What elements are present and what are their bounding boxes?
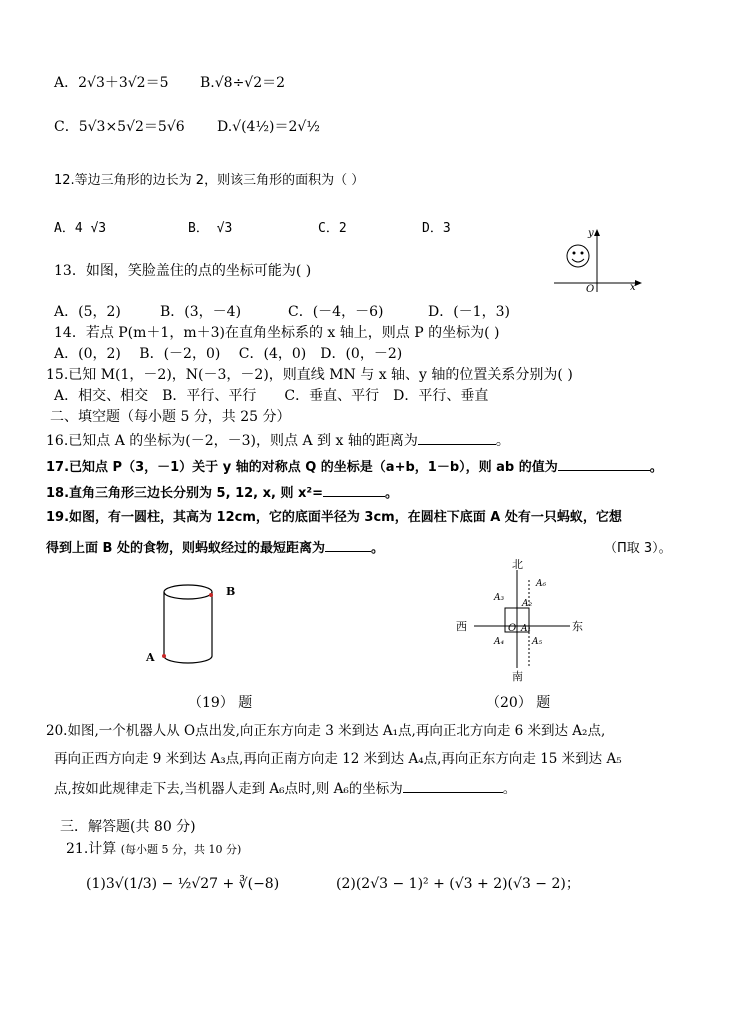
cylinder-figure — [140, 578, 260, 678]
q20-line3 — [54, 778, 516, 798]
label-b: B — [226, 585, 236, 598]
label-a: A — [146, 651, 155, 664]
q13-option-b: B．(3，－4) — [160, 304, 242, 320]
east-label: 东 — [572, 620, 583, 633]
q21-part2: (2)(2√3 − 1)² + (√3 + 2)(√3 − 2)； — [336, 876, 580, 892]
cylinder-bottom — [164, 656, 212, 663]
section-3-heading: 三．解答题(共 80 分) — [60, 819, 196, 835]
q15-options: A．相交、相交 B．平行、平行 C．垂直、平行 D．平行、垂直 — [54, 388, 489, 404]
smiley-face-icon — [567, 245, 589, 267]
caption-19: （19） 题 — [188, 695, 253, 711]
q20-line3-end: 。 — [502, 781, 517, 797]
q12-option-d: D．3 — [422, 221, 451, 236]
a5-label: A₅ — [532, 637, 543, 647]
q20-line3-text: 点,按如此规律走下去,当机器人走到 A₆点时,则 A₆的坐标为 — [54, 781, 403, 797]
q11-option-b: B.√8÷√2＝2 — [200, 75, 286, 91]
cylinder-top — [164, 585, 212, 599]
q11-option-d: D.√(4½)＝2√½ — [217, 119, 320, 135]
q21-part1: (1)3√(1/3) − ½√27 + ∛(−8) — [86, 876, 280, 892]
q13-coordinate-figure — [550, 226, 650, 296]
q20-line1: 20.如图,一个机器人从 O点出发,向正东方向走 3 米到达 A₁点,再向正北方向走 6 米到达 A₂点, — [46, 723, 606, 739]
q21-stem: 21.计算 — [66, 841, 117, 857]
q11-option-a: A．2√3＋3√2＝5 — [54, 75, 169, 91]
q13-stem: 13．如图，笑脸盖住的点的坐标可能为( ) — [54, 263, 312, 279]
a1-label: A₁ — [521, 624, 532, 634]
q13-option-d: D．(－1，3) — [428, 304, 510, 320]
q17-answer-blank[interactable] — [558, 456, 650, 471]
q18 — [46, 482, 398, 503]
q12-stem: 12.等边三角形的边长为 2，则该三角形的面积为（ ） — [54, 173, 365, 188]
q16-answer-blank[interactable] — [418, 430, 496, 445]
q17-end: 。 — [649, 460, 663, 475]
x-axis-label: x — [630, 282, 636, 293]
q14-options: A．(0，2) B．(－2，0) C．(4，0) D．(0，－2) — [54, 346, 403, 362]
q18-text: 18.直角三角形三边长分别为 5, 12, x, 则 x²= — [46, 486, 323, 501]
q21-heading — [66, 840, 241, 859]
q12-option-b: B． √3 — [188, 221, 233, 236]
q11-option-c: C．5√3×5√2＝5√6 — [54, 119, 185, 135]
q19-line1: 19.如图，有一圆柱，其高为 12cm，它的底面半径为 3cm，在圆柱下底面 A 处有一只蚂蚁，它想 — [46, 510, 622, 525]
y-axis-label: y — [588, 228, 594, 239]
q19-line2-text: 得到上面 B 处的食物，则蚂蚁经过的最短距离为 — [46, 541, 325, 556]
q19-pi-note: （Π取 3）。 — [604, 541, 672, 556]
a2-label: A₂ — [522, 599, 533, 609]
origin-label: O — [586, 284, 595, 295]
a6-label: A₆ — [536, 579, 547, 589]
q16-text: 16.已知点 A 的坐标为(－2，－3)，则点 A 到 x 轴的距离为 — [46, 433, 418, 449]
q12-option-c: C．2 — [318, 221, 347, 236]
compass-figure — [450, 556, 590, 686]
q18-end: 。 — [384, 486, 398, 501]
q21-note: (每小题 5 分，共 10 分) — [120, 843, 242, 856]
point-a — [162, 654, 166, 658]
west-label: 西 — [456, 620, 467, 633]
point-b — [209, 593, 213, 597]
q16-end: 。 — [495, 433, 510, 449]
q13-option-c: C．(－4，－6) — [288, 304, 384, 320]
q15-stem: 15.已知 M(1，－2)，N(－3，－2)，则直线 MN 与 x 轴、y 轴的位置关系分别为( ) — [46, 367, 573, 383]
q20-answer-blank[interactable] — [403, 778, 503, 793]
q17-text: 17.已知点 P（3，－1）关于 y 轴的对称点 Q 的坐标是（a+b，1－b），则 ab 的值为 — [46, 460, 558, 475]
origin-o-label: O — [508, 623, 517, 634]
q19-line2-end: 。 — [370, 541, 384, 556]
q16 — [46, 430, 510, 450]
q12-option-a: A．4 √3 — [54, 221, 107, 236]
a4-label: A₄ — [494, 637, 505, 647]
q17 — [46, 456, 663, 477]
caption-20: （20） 题 — [486, 695, 551, 711]
y-axis-arrow — [594, 229, 600, 236]
q19-line2 — [46, 537, 384, 558]
section-2-heading: 二、填空题（每小题 5 分，共 25 分） — [50, 409, 291, 425]
south-label: 南 — [512, 670, 523, 683]
q19-answer-blank[interactable] — [325, 537, 371, 552]
q13-option-a: A．(5，2) — [54, 304, 121, 320]
q18-answer-blank[interactable] — [323, 482, 385, 497]
q14-stem: 14．若点 P(m＋1，m＋3)在直角坐标系的 x 轴上，则点 P 的坐标为( ) — [54, 325, 500, 341]
q20-line2: 再向正西方向走 9 米到达 A₃点,再向正南方向走 12 米到达 A₄点,再向正东方向走 15 米到达 A₅ — [54, 751, 622, 767]
a3-label: A₃ — [494, 593, 505, 603]
x-axis-arrow — [635, 280, 642, 286]
north-label: 北 — [512, 558, 523, 571]
